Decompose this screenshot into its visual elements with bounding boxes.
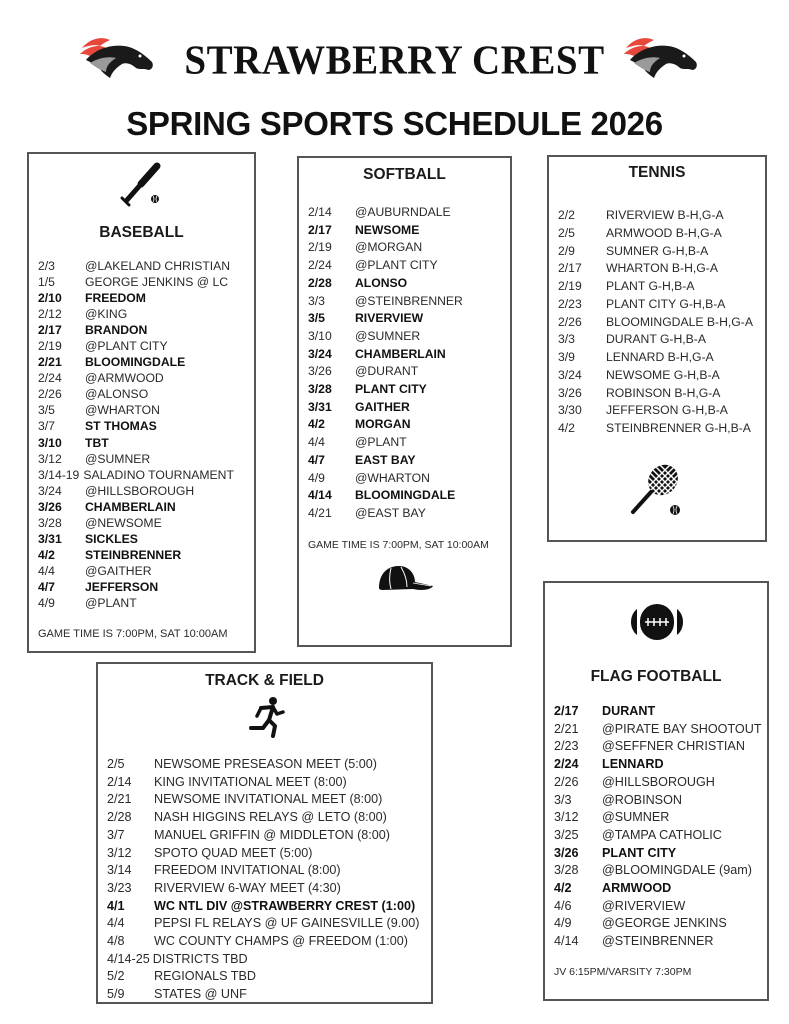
game-opponent: PLANT CITY <box>355 382 427 397</box>
meet-event: NASH HIGGINS RELAYS @ LETO (8:00) <box>154 810 387 825</box>
game-time-note: GAME TIME IS 7:00PM, SAT 10:00AM <box>38 628 228 640</box>
game-row <box>38 467 234 483</box>
match-opponent: NEWSOME G-H,B-A <box>606 367 720 382</box>
game-date: 2/24 <box>38 371 62 386</box>
game-row <box>554 721 762 739</box>
game-row <box>38 258 234 274</box>
match-date: 2/26 <box>558 314 582 329</box>
baseball-cap-icon <box>377 564 435 592</box>
game-row <box>554 738 762 756</box>
game-row <box>38 499 234 515</box>
meet-event: NEWSOME PRESEASON MEET (5:00) <box>154 757 378 771</box>
school-name: STRAWBERRY CREST <box>184 37 605 84</box>
game-date: 2/3 <box>38 259 55 273</box>
game-row <box>38 451 234 467</box>
running-person-icon <box>247 696 287 738</box>
meet-event: DISTRICTS TBD <box>152 951 248 966</box>
game-row <box>38 595 234 611</box>
game-opponent: GEORGE JENKINS @ LC <box>85 275 229 290</box>
game-date: 4/9 <box>308 470 325 485</box>
game-date: 4/9 <box>554 916 572 931</box>
game-date: 3/24 <box>308 346 332 361</box>
game-date: 2/24 <box>308 258 332 273</box>
meet-event: RIVERVIEW 6-WAY MEET (4:30) <box>154 880 341 895</box>
meet-row <box>107 862 419 880</box>
game-opponent: @LAKELAND CHRISTIAN <box>85 259 231 273</box>
game-date: 3/28 <box>554 863 579 878</box>
game-row <box>38 563 234 579</box>
game-opponent: @PLANT <box>85 595 137 610</box>
game-date: 3/7 <box>38 419 55 434</box>
game-row <box>38 322 234 338</box>
match-opponent: JEFFERSON G-H,B-A <box>606 403 728 418</box>
meet-event: PEPSI FL RELAYS @ UF GAINESVILLE (9.00) <box>154 916 420 931</box>
meet-date: 3/14 <box>107 863 132 878</box>
game-row <box>554 792 762 810</box>
game-opponent: DURANT <box>602 704 656 718</box>
game-opponent: @SUMNER <box>85 451 151 466</box>
match-date: 3/30 <box>558 403 582 418</box>
game-opponent: @HILLSBOROUGH <box>602 774 715 789</box>
game-row <box>308 222 463 240</box>
match-row <box>558 296 753 314</box>
game-date: 4/14 <box>554 934 579 949</box>
game-time-note: GAME TIME IS 7:00PM, SAT 10:00AM <box>308 539 489 551</box>
game-opponent: @SEFFNER CHRISTIAN <box>602 739 745 754</box>
game-opponent: BRANDON <box>85 323 148 338</box>
game-opponent: @GEORGE JENKINS <box>602 916 727 931</box>
page-title: SPRING SPORTS SCHEDULE 2026 <box>126 105 663 142</box>
game-row <box>308 452 463 470</box>
game-opponent: BLOOMINGDALE <box>85 355 186 370</box>
game-row <box>308 328 463 346</box>
game-date: 3/28 <box>308 382 332 397</box>
game-date: 2/26 <box>38 387 62 402</box>
game-row <box>308 310 463 328</box>
game-opponent: ALONSO <box>355 275 408 290</box>
game-date: 2/26 <box>554 774 579 789</box>
game-opponent: @ALONSO <box>85 387 149 402</box>
game-row <box>308 293 463 311</box>
game-opponent: @MORGAN <box>355 240 423 255</box>
game-opponent: @PLANT CITY <box>85 339 168 354</box>
match-row <box>558 367 753 385</box>
game-date: 2/21 <box>38 355 62 370</box>
meet-date: 4/1 <box>107 898 125 913</box>
meet-date: 5/2 <box>107 969 125 984</box>
game-row <box>308 204 463 222</box>
game-opponent: @STEINBRENNER <box>602 934 714 949</box>
match-date: 2/2 <box>558 208 575 222</box>
game-opponent: @GAITHER <box>85 563 152 578</box>
game-opponent: PLANT CITY <box>602 845 677 860</box>
game-date: 3/3 <box>554 792 572 807</box>
match-opponent: SUMNER G-H,B-A <box>606 243 709 258</box>
match-row <box>558 314 753 332</box>
game-row <box>554 774 762 792</box>
game-date: 2/17 <box>308 222 332 237</box>
game-date: 3/12 <box>38 451 62 466</box>
game-row <box>38 483 234 499</box>
match-row <box>558 278 753 296</box>
game-date: 4/4 <box>308 435 325 450</box>
game-date: 3/3 <box>308 293 325 308</box>
game-date: 4/2 <box>554 881 572 896</box>
game-opponent: ARMWOOD <box>602 881 672 896</box>
game-opponent: @SUMNER <box>355 328 421 343</box>
game-opponent: @STEINBRENNER <box>355 293 463 308</box>
meet-event: WC NTL DIV @STRAWBERRY CREST (1:00) <box>154 898 416 913</box>
meet-date: 4/4 <box>107 916 125 931</box>
match-date: 3/26 <box>558 385 582 400</box>
game-time-note: JV 6:15PM/VARSITY 7:30PM <box>554 966 692 978</box>
game-row <box>38 306 234 322</box>
meet-date: 5/9 <box>107 987 125 1002</box>
game-row <box>308 381 463 399</box>
game-row <box>38 579 234 595</box>
game-row <box>308 257 463 275</box>
game-date: 3/5 <box>308 311 325 326</box>
meet-event: MANUEL GRIFFIN @ MIDDLETON (8:00) <box>154 827 391 842</box>
game-opponent: SICKLES <box>85 531 138 546</box>
game-date: 4/7 <box>38 579 55 594</box>
meet-row <box>107 880 419 898</box>
game-opponent: MORGAN <box>355 417 411 432</box>
meet-event: WC COUNTY CHAMPS @ FREEDOM (1:00) <box>154 934 408 949</box>
game-date: 3/5 <box>38 403 55 418</box>
game-row <box>308 416 463 434</box>
football-icon <box>625 601 689 643</box>
tennis-racket-and-ball-icon <box>627 460 687 520</box>
match-date: 3/24 <box>558 367 582 382</box>
meet-row <box>107 791 419 809</box>
tennis-title: TENNIS <box>628 164 686 181</box>
game-opponent: @PIRATE BAY SHOOTOUT <box>602 721 762 736</box>
game-date: 3/26 <box>38 499 62 514</box>
meet-date: 2/28 <box>107 810 132 825</box>
game-opponent: @TAMPA CATHOLIC <box>602 827 722 842</box>
game-opponent: TBT <box>85 435 109 450</box>
meet-event: SPOTO QUAD MEET (5:00) <box>154 845 313 860</box>
game-date: 2/24 <box>554 757 579 772</box>
meet-row <box>107 827 419 845</box>
game-opponent: @RIVERVIEW <box>602 898 686 913</box>
match-row <box>558 402 753 420</box>
game-row <box>554 827 762 845</box>
game-opponent: FREEDOM <box>85 291 146 306</box>
game-date: 4/21 <box>308 505 332 520</box>
flag-football-game-list <box>554 703 762 951</box>
meet-row <box>107 951 419 969</box>
baseball-bat-and-ball-icon <box>119 162 169 210</box>
game-row <box>554 880 762 898</box>
meet-event: FREEDOM INVITATIONAL (8:00) <box>154 863 341 878</box>
track-meet-list <box>107 756 419 1004</box>
game-date: 2/28 <box>308 275 332 290</box>
game-opponent: @DURANT <box>355 364 419 379</box>
match-row <box>558 331 753 349</box>
game-date: 4/2 <box>308 417 325 432</box>
meet-row <box>107 986 419 1004</box>
meet-event: STATES @ UNF <box>154 987 247 1002</box>
game-row <box>38 354 234 370</box>
game-row <box>554 898 762 916</box>
meet-row <box>107 898 419 916</box>
game-row <box>38 370 234 386</box>
match-row <box>558 243 753 261</box>
game-date: 3/24 <box>38 483 62 498</box>
baseball-game-list <box>38 258 234 611</box>
game-row <box>38 338 234 354</box>
game-row <box>38 515 234 531</box>
game-date: 3/28 <box>38 515 62 530</box>
game-date: 4/7 <box>308 452 325 467</box>
game-date: 3/31 <box>38 531 62 546</box>
game-opponent: LENNARD <box>602 757 664 772</box>
game-row <box>38 290 234 306</box>
game-row <box>38 274 234 290</box>
match-date: 2/9 <box>558 243 575 258</box>
game-date: 3/14-19 <box>38 467 80 482</box>
game-opponent: CHAMBERLAIN <box>85 499 176 514</box>
match-opponent: ARMWOOD B-H,G-A <box>606 225 722 240</box>
meet-date: 3/23 <box>107 880 132 895</box>
track-field-schedule-box <box>96 662 433 1004</box>
meet-row <box>107 933 419 951</box>
match-row <box>558 207 753 225</box>
game-row <box>38 386 234 402</box>
game-row <box>554 809 762 827</box>
game-opponent: @NEWSOME <box>85 515 162 530</box>
flag-football-schedule-box <box>543 581 769 1001</box>
game-row <box>554 756 762 774</box>
meet-date: 4/8 <box>107 934 125 949</box>
tennis-match-list <box>558 207 753 438</box>
mustang-logo-icon <box>620 30 700 80</box>
match-date: 4/2 <box>558 421 575 435</box>
meet-row <box>107 809 419 827</box>
game-opponent: SALADINO TOURNAMENT <box>83 467 234 482</box>
match-date: 3/9 <box>558 350 575 364</box>
flag-football-title: FLAG FOOTBALL <box>590 668 722 685</box>
game-opponent: @PLANT <box>355 435 407 450</box>
game-opponent: EAST BAY <box>355 452 416 467</box>
game-opponent: RIVERVIEW <box>355 311 424 326</box>
game-row <box>554 703 762 721</box>
match-opponent: PLANT G-H,B-A <box>606 279 695 293</box>
meet-event: REGIONALS TBD <box>154 969 256 984</box>
game-date: 4/4 <box>38 563 55 578</box>
meet-date: 2/21 <box>107 792 132 807</box>
meet-row <box>107 756 419 774</box>
game-opponent: @WHARTON <box>355 470 430 485</box>
game-opponent: @KING <box>85 307 128 322</box>
game-date: 1/5 <box>38 275 55 290</box>
game-date: 3/26 <box>308 364 332 379</box>
game-date: 2/19 <box>38 339 62 354</box>
game-date: 2/14 <box>308 205 332 219</box>
game-row <box>38 531 234 547</box>
match-date: 2/17 <box>558 261 582 276</box>
meet-date: 3/12 <box>107 845 132 860</box>
game-date: 3/10 <box>308 328 332 343</box>
match-opponent: RIVERVIEW B-H,G-A <box>606 208 724 222</box>
game-row <box>308 275 463 293</box>
game-row <box>308 363 463 381</box>
match-opponent: DURANT G-H,B-A <box>606 332 706 347</box>
meet-row <box>107 845 419 863</box>
meet-date: 4/14-25 <box>107 951 150 966</box>
match-row <box>558 225 753 243</box>
tennis-schedule-box <box>547 155 767 542</box>
game-row <box>38 402 234 418</box>
game-row <box>308 487 463 505</box>
game-opponent: @BLOOMINGDALE (9am) <box>602 863 752 878</box>
game-opponent: CHAMBERLAIN <box>355 346 446 361</box>
game-date: 3/12 <box>554 810 579 825</box>
game-date: 2/17 <box>38 323 62 338</box>
game-date: 4/6 <box>554 898 572 913</box>
game-row <box>308 239 463 257</box>
match-row <box>558 349 753 367</box>
game-date: 2/19 <box>308 240 332 255</box>
match-opponent: BLOOMINGDALE B-H,G-A <box>606 314 753 329</box>
game-date: 3/26 <box>554 845 579 860</box>
game-date: 2/23 <box>554 739 579 754</box>
match-opponent: ROBINSON B-H,G-A <box>606 385 721 400</box>
game-opponent: @HILLSBOROUGH <box>85 483 195 498</box>
game-opponent: @SUMNER <box>602 810 670 825</box>
meet-row <box>107 968 419 986</box>
baseball-schedule-box <box>27 152 256 653</box>
game-opponent: GAITHER <box>355 399 410 414</box>
game-opponent: @ROBINSON <box>602 792 682 807</box>
game-row <box>308 434 463 452</box>
meet-row <box>107 774 419 792</box>
game-opponent: @EAST BAY <box>355 505 426 520</box>
game-opponent: @AUBURNDALE <box>355 205 451 219</box>
game-row <box>554 862 762 880</box>
match-date: 2/5 <box>558 225 575 240</box>
game-date: 2/12 <box>38 307 62 322</box>
match-row <box>558 420 753 438</box>
game-opponent: ST THOMAS <box>85 419 157 434</box>
game-row <box>308 470 463 488</box>
game-date: 3/10 <box>38 435 62 450</box>
game-row <box>38 435 234 451</box>
match-opponent: LENNARD B-H,G-A <box>606 350 714 364</box>
game-date: 3/25 <box>554 827 579 842</box>
track-field-title: TRACK & FIELD <box>205 672 324 689</box>
game-row <box>38 547 234 563</box>
meet-row <box>107 915 419 933</box>
softball-game-list <box>308 204 463 523</box>
game-opponent: BLOOMINGDALE <box>355 488 456 503</box>
game-date: 2/10 <box>38 291 62 306</box>
match-row <box>558 385 753 403</box>
game-date: 3/31 <box>308 399 332 414</box>
match-opponent: PLANT CITY G-H,B-A <box>606 296 726 311</box>
meet-date: 2/14 <box>107 774 132 789</box>
game-row <box>554 845 762 863</box>
match-opponent: WHARTON B-H,G-A <box>606 261 718 276</box>
game-opponent: JEFFERSON <box>85 579 159 594</box>
game-opponent: @ARMWOOD <box>85 371 164 386</box>
match-opponent: STEINBRENNER G-H,B-A <box>606 421 751 435</box>
game-row <box>554 915 762 933</box>
baseball-title: BASEBALL <box>99 224 184 241</box>
match-date: 2/23 <box>558 296 582 311</box>
meet-date: 3/7 <box>107 827 125 842</box>
softball-title: SOFTBALL <box>363 166 446 183</box>
match-date: 2/19 <box>558 279 582 293</box>
game-date: 4/9 <box>38 595 55 610</box>
game-row <box>308 399 463 417</box>
softball-schedule-box <box>297 156 512 647</box>
game-date: 2/21 <box>554 721 579 736</box>
game-row <box>554 933 762 951</box>
game-date: 4/14 <box>308 488 332 503</box>
game-row <box>38 418 234 434</box>
game-date: 2/17 <box>554 704 579 718</box>
meet-date: 2/5 <box>107 757 125 771</box>
meet-event: KING INVITATIONAL MEET (8:00) <box>154 774 347 789</box>
game-opponent: STEINBRENNER <box>85 547 182 562</box>
game-opponent: @PLANT CITY <box>355 258 438 273</box>
game-opponent: NEWSOME <box>355 222 420 237</box>
match-row <box>558 260 753 278</box>
meet-event: NEWSOME INVITATIONAL MEET (8:00) <box>154 792 383 807</box>
game-row <box>308 505 463 523</box>
match-date: 3/3 <box>558 332 575 347</box>
game-opponent: @WHARTON <box>85 403 160 418</box>
game-row <box>308 346 463 364</box>
game-date: 4/2 <box>38 547 55 562</box>
